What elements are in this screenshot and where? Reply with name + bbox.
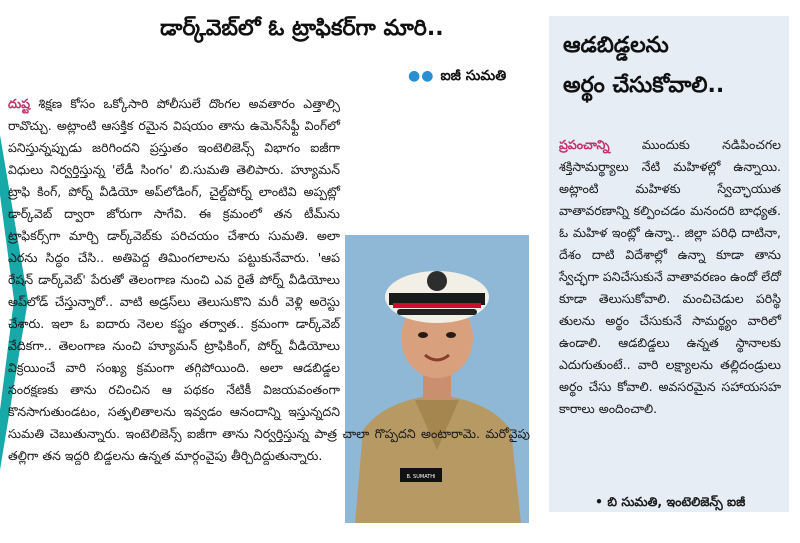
sidebar-body — [559, 134, 781, 420]
article-headline: డార్క్‌వెబ్‌లో ఓ ట్రాఫికర్‌గా మారి.. — [160, 16, 444, 41]
sidebar-title-line2: అర్థం చేసుకోవాలి.. — [563, 73, 725, 98]
sidebar-title-line1: ఆడబిడ్డలను — [563, 33, 669, 58]
byline — [408, 68, 506, 87]
article-body — [8, 93, 530, 467]
sidebar-box — [549, 16, 789, 512]
article-text: శిక్షణ కోసం ఒక్కోసారి పోలీసులే దొంగల అవతారం ఎత్తాల్సి రావొచ్చు. అట్లాంటి ఆసక్తిక రమైన విషయం తాను ఉమెన్‌సేఫ్టీ వింగ్‌లో పనిస్తున్నప్పుడు జరిగిందని ప్రస్తుతం ఇంటెలిజెన్స్ విభాగం ఐజీగా విధులు నిర్వర్తిస్తున్న 'లేడీ సింగం' బి.సుమతి తెలిపారు. హ్యూమన్ ట్రాఫి కింగ్, పోర్న్ వీడియో అప్‌లోడింగ్, చైల్డ్‌పోర్న్ లాంటివి అప్పట్లో డార్క్‌వెబ్ ద్వారా జోరుగా సాగేవి. ఈ క్రమంలో తన టీమ్‌ను ట్రాఫికర్స్‌గా మార్చి డార్క్‌వెబ్‌కు పరిచయం చేశారు సుమతి. అలా ఎరను సిద్ధం చేసి.. అతిపెద్ద తిమింగలాలను పట్టుకునేవారు. 'ఆప రేషన్ డార్క్‌వెబ్' పేరుతో తెలంగాణ నుంచి ఎవ రైతే పోర్న్ వీడియోలు అప్‌లోడ్ చేస్తున్నారో.. వాటి అడ్రస్‌లు తెలుసుకొని మరీ వెళ్లి అరెస్టు చేశారు. ఇలా ఓ ఐదారు నెలల కష్టం తర్వాత.. క్రమంగా డార్క్‌వెబ్ వేదికగా.. తెలంగాణ నుంచి హ్యూమన్ ట్రాఫికింగ్, పోర్న్ వీడియోలు విక్రయించే వారి సంఖ్య క్రమంగా తగ్గిపోయింది. అలా ఆడబిడ్డల సంరక్షణకు తాను రచించిన ఆ పథకం నేటికీ విజయవంతంగా కొనసాగుతుండటం, సత్ఫలితాలను ఇవ్వడం ఆనందాన్ని ఇస్తున్నదని సుమతి చెబుతున్నారు. ఇంటెలిజెన్స్ ఐజీగా తాను నిర్వర్తిస్తున్న పాత్ర చాలా గొప్పదని అంటారామె. మరోవైపు తల్లిగా తన ఇద్దరి బిడ్డలను ఉన్నత మార్గంవైపు తీర్చిదిద్దుతున్నారు. — [8, 96, 530, 463]
sidebar-dropcap: ప్రపంచాన్ని — [559, 137, 610, 152]
article-paragraph — [8, 93, 530, 467]
article-dropcap: దుష్ట — [8, 96, 31, 111]
sidebar-title — [563, 26, 783, 106]
byline-dots-icon: ●● — [408, 68, 435, 84]
sidebar-text: ముందుకు నడిపించగల శక్తిసామర్థ్యాలు నేటి మహిళల్లో ఉన్నాయి. అట్లాంటి మహిళకు స్వేచ్ఛాయుత వాతావరణాన్ని కల్పించడం మనందరి బాధ్యత. ఓ మహిళ ఇంట్లో ఉన్నా.. జిల్లా పరిధి దాటినా, దేశం దాటి విదేశాల్లో ఉన్నా కూడా తాను స్వేచ్ఛగా పనిచేసుకునే వాతావరణం ఉందో లేదో కూడా తెలుసుకోవాలి. మంచిచెడుల పరిస్థి తులను అర్థం చేసుకునే సామర్థ్యం వారిలో ఉండాలి. ఆడబిడ్డలు ఉన్నత స్థానాలకు ఎదుగుతుంటే.. వారి లక్ష్యాలను తల్లిదండ్రులు అర్థం చేసు కోవాలి. అవసరమైన సహాయసహ కారాలు అందించాలి. — [559, 137, 781, 416]
photo-wrap-spacer — [340, 247, 530, 413]
byline-author: ఐజీ సుమతి — [440, 68, 507, 84]
sidebar-signature: • బి సుమతి, ఇంటెలిజెన్స్ ఐజీ — [595, 494, 746, 509]
name-tag: B. SUMATHI — [406, 474, 436, 480]
